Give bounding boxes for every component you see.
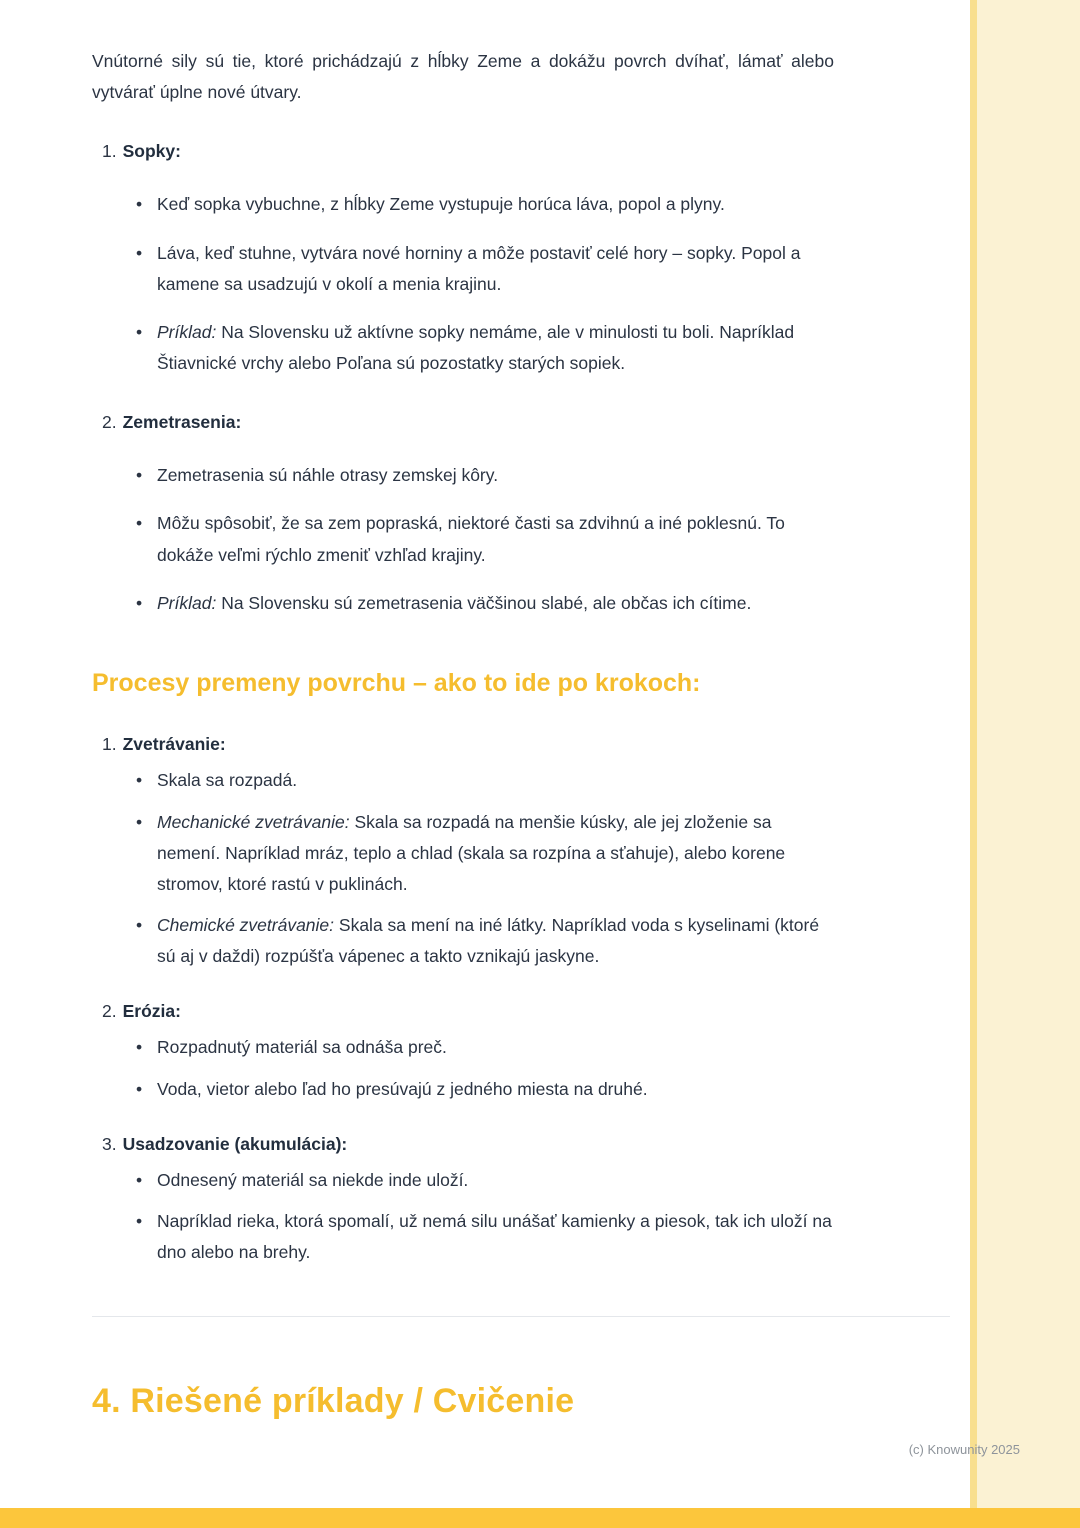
bullet-item [157,238,834,300]
bullet-list-zvetravanie [92,765,834,972]
bullet-text: Skala sa mení na iné látky. Napríklad voda s kyselinami (ktoré sú aj v daždi) rozpúšťa vápenec a takto vznikajú jaskyne. [157,915,820,967]
bullet-item [157,807,834,900]
document-content [92,46,834,1432]
numbered-item-sopky [102,136,834,167]
bullet-text: Skala sa rozpadá na menšie kúsky, ale jej zloženie sa nemení. Napríklad mráz, teplo a chlad (skala sa rozpína a sťahuje), alebo korene stromov, ktoré rastú v puklinách. [157,811,786,894]
bullet-item [157,1206,834,1268]
numbered-item-erozia [102,996,834,1027]
bullet-emphasis: Chemické zvetrávanie: [157,915,335,936]
numbered-item-usadzovanie [102,1129,834,1160]
bullet-item [157,317,834,379]
bullet-item [157,189,834,220]
item-title: Zemetrasenia: [122,412,242,433]
item-title: Sopky: [122,141,181,162]
copyright-watermark: (c) Knowunity 2025 [908,1442,1020,1457]
bullet-item [157,508,834,570]
bullet-list-sopky [92,189,834,379]
page-edge-band [970,0,1080,1528]
bullet-item [157,1165,834,1196]
item-number: 3. [102,1133,117,1154]
item-number: 1. [102,141,117,162]
bullet-text: Zemetrasenia sú náhle otrasy zemskej kôry. [157,465,499,486]
bullet-text: Odnesený materiál sa niekde inde uloží. [157,1169,469,1190]
bullet-item [157,460,834,491]
chapter-heading-riesene-priklady: 4. Riešené príklady / Cvičenie [92,1382,575,1421]
bullet-text: Na Slovensku už aktívne sopky nemáme, ale v minulosti tu boli. Napríklad Štiavnické vrchy alebo Poľana sú pozostatky starých sopiek. [157,321,795,373]
bullet-item [157,1074,834,1105]
bullet-text: Skala sa rozpadá. [157,770,298,791]
numbered-item-zemetrasenia [102,407,834,438]
intro-paragraph: Vnútorné sily sú tie, ktoré prichádzajú z hĺbky Zeme a dokážu povrch dvíhať, lámať alebo vytvárať úplne nové útvary. [92,51,834,103]
bullet-item [157,588,834,619]
bullet-emphasis: Príklad: [157,592,217,613]
bullet-list-usadzovanie [92,1165,834,1268]
bullet-item [157,1032,834,1063]
bullet-list-erozia [92,1032,834,1104]
item-title: Zvetrávanie: [122,734,226,755]
bullet-text: Voda, vietor alebo ľad ho presúvajú z jedného miesta na druhé. [157,1078,648,1099]
bullet-emphasis: Mechanické zvetrávanie: [157,811,350,832]
page-bottom-bar [0,1508,1080,1528]
section-heading-procesy: Procesy premeny povrchu – ako to ide po krokoch: [92,668,701,697]
bullet-text: Rozpadnutý materiál sa odnáša preč. [157,1037,447,1058]
item-title: Erózia: [122,1001,181,1022]
bullet-text: Keď sopka vybuchne, z hĺbky Zeme vystupuje horúca láva, popol a plyny. [157,194,725,215]
bullet-item [157,765,834,796]
bullet-item [157,910,834,972]
bullet-text: Môžu spôsobiť, že sa zem popraská, niektoré časti sa zdvihnú a iné poklesnú. To dokáže veľmi rýchlo zmeniť vzhľad krajiny. [157,513,785,565]
numbered-item-zvetravanie [102,729,834,760]
bullet-text: Láva, keď stuhne, vytvára nové horniny a môže postaviť celé hory – sopky. Popol a kamene sa usadzujú v okolí a menia krajinu. [157,242,801,294]
bullet-emphasis: Príklad: [157,321,217,342]
section-divider [92,1316,950,1317]
bullet-text: Na Slovensku sú zemetrasenia väčšinou slabé, ale občas ich cítime. [221,592,752,613]
item-number: 2. [102,1001,117,1022]
item-number: 1. [102,734,117,755]
bullet-text: Napríklad rieka, ktorá spomalí, už nemá silu unášať kamienky a piesok, tak ich uloží na dno alebo na brehy. [157,1211,832,1263]
item-number: 2. [102,412,117,433]
bullet-list-zemetrasenia [92,460,834,619]
item-title: Usadzovanie (akumulácia): [122,1133,348,1154]
